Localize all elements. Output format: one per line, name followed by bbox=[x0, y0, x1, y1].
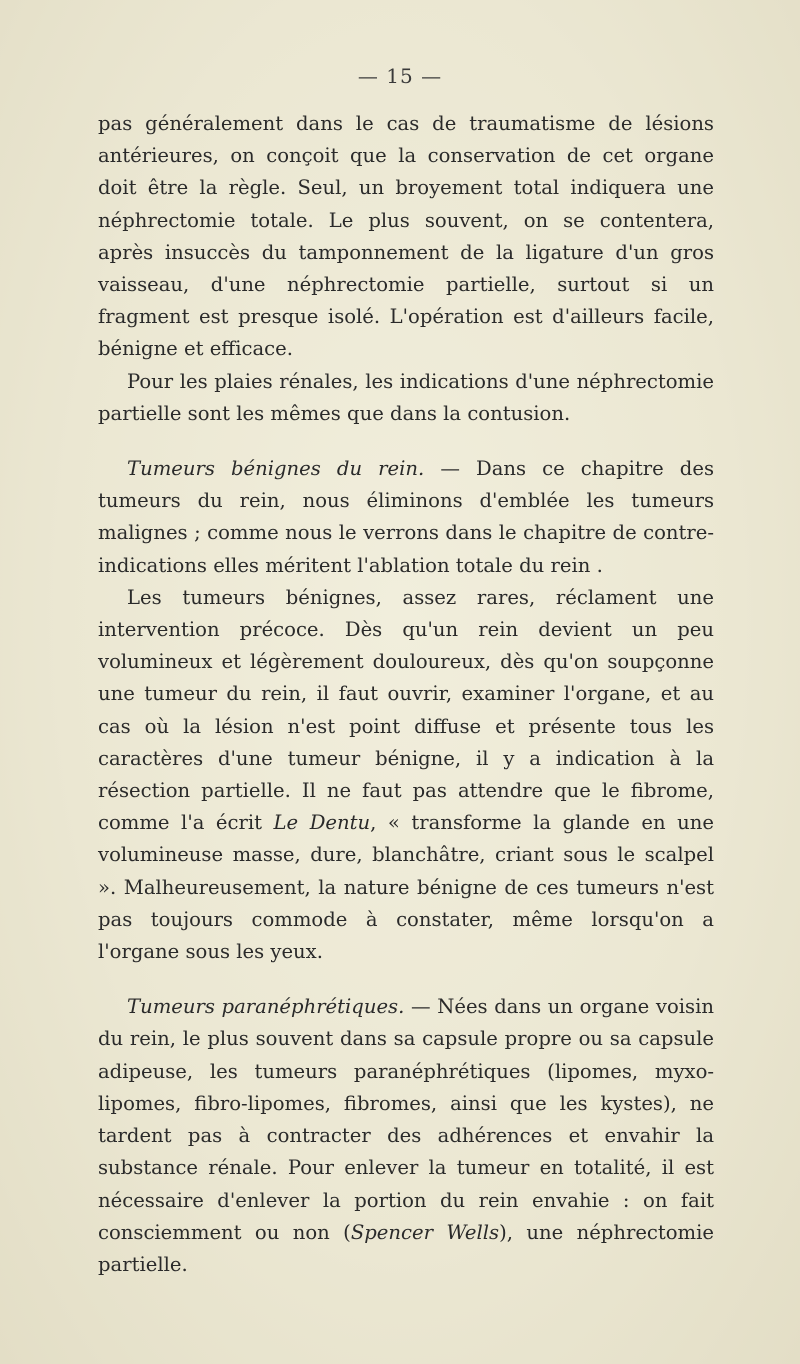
paragraph-3-text: — Dans ce chapitre des tumeurs du rein, nous éliminons d'emblée les tumeurs malignes ; comme nous le verrons dans le chapitre de contre-indications elles méritent l'ablation totale du rein . bbox=[98, 457, 714, 577]
body-text bbox=[98, 108, 714, 1281]
section-heading-paranephretic-tumors: Tumeurs paranéphrétiques. bbox=[127, 995, 405, 1019]
paragraph-4-text-after: , « transforme la glande en une volumineuse masse, dure, blanchâtre, criant sous le scalpel ». Malheureusement, la nature bénigne de ces tumeurs n'est pas toujours commode à constater, même lorsqu'on a l'organe sous les yeux. bbox=[98, 811, 714, 964]
page-number: — 15 — bbox=[357, 64, 443, 88]
paragraph-2: Pour les plaies rénales, les indications d'une néphrectomie partielle sont les mêmes que dans la contusion. bbox=[98, 369, 714, 425]
paragraph-5-text-before: — Nées dans un organe voisin du rein, le plus souvent dans sa capsule propre ou sa capsule adipeuse, les tumeurs paranéphrétiques (lipomes, myxo-lipomes, fibro-lipomes, fibromes, ainsi que les kystes), ne tardent pas à contracter des adhérences et envahir la substance rénale. Pour enlever la tumeur en totalité, il est nécessaire d'enlever la portion du rein envahie : on fait consciemment ou non ( bbox=[98, 995, 714, 1244]
paragraph-5 bbox=[98, 991, 714, 1281]
author-citation: Spencer Wells bbox=[350, 1220, 500, 1244]
paragraph-5-text-after: ), une néphrectomie partielle. bbox=[98, 1220, 715, 1276]
paragraph-4-text-before: Les tumeurs bénignes, assez rares, réclament une intervention précoce. Dès qu'un rein devient un peu volumineux et légèrement douloureux, dès qu'on soupçonne une tumeur du rein, il faut ouvrir, examiner l'organe, et au cas où la lésion n'est point diffuse et présente tous les caractères d'une tumeur bénigne, il y a indication à la résection partielle. Il ne faut pas attendre que le fibrome, comme l'a écrit bbox=[98, 585, 714, 835]
paragraph-3 bbox=[98, 453, 714, 582]
paragraph-4 bbox=[98, 582, 714, 968]
section-heading-benign-tumors: Tumeurs bénignes du rein. bbox=[127, 457, 425, 481]
author-citation: Le Dentu bbox=[273, 811, 371, 835]
paragraph-1: pas généralement dans le cas de traumatisme de lésions antérieures, on conçoit que la conservation de cet organe doit être la règle. Seul, un broyement total indiquera une néphrectomie totale. Le plus souvent, on se contentera, après insuccès du tamponnement de la ligature d'un gros vaisseau, d'une néphrectomie partielle, surtout si un fragment est presque isolé. L'opération est d'ailleurs facile, bénigne et efficace. bbox=[98, 112, 714, 361]
